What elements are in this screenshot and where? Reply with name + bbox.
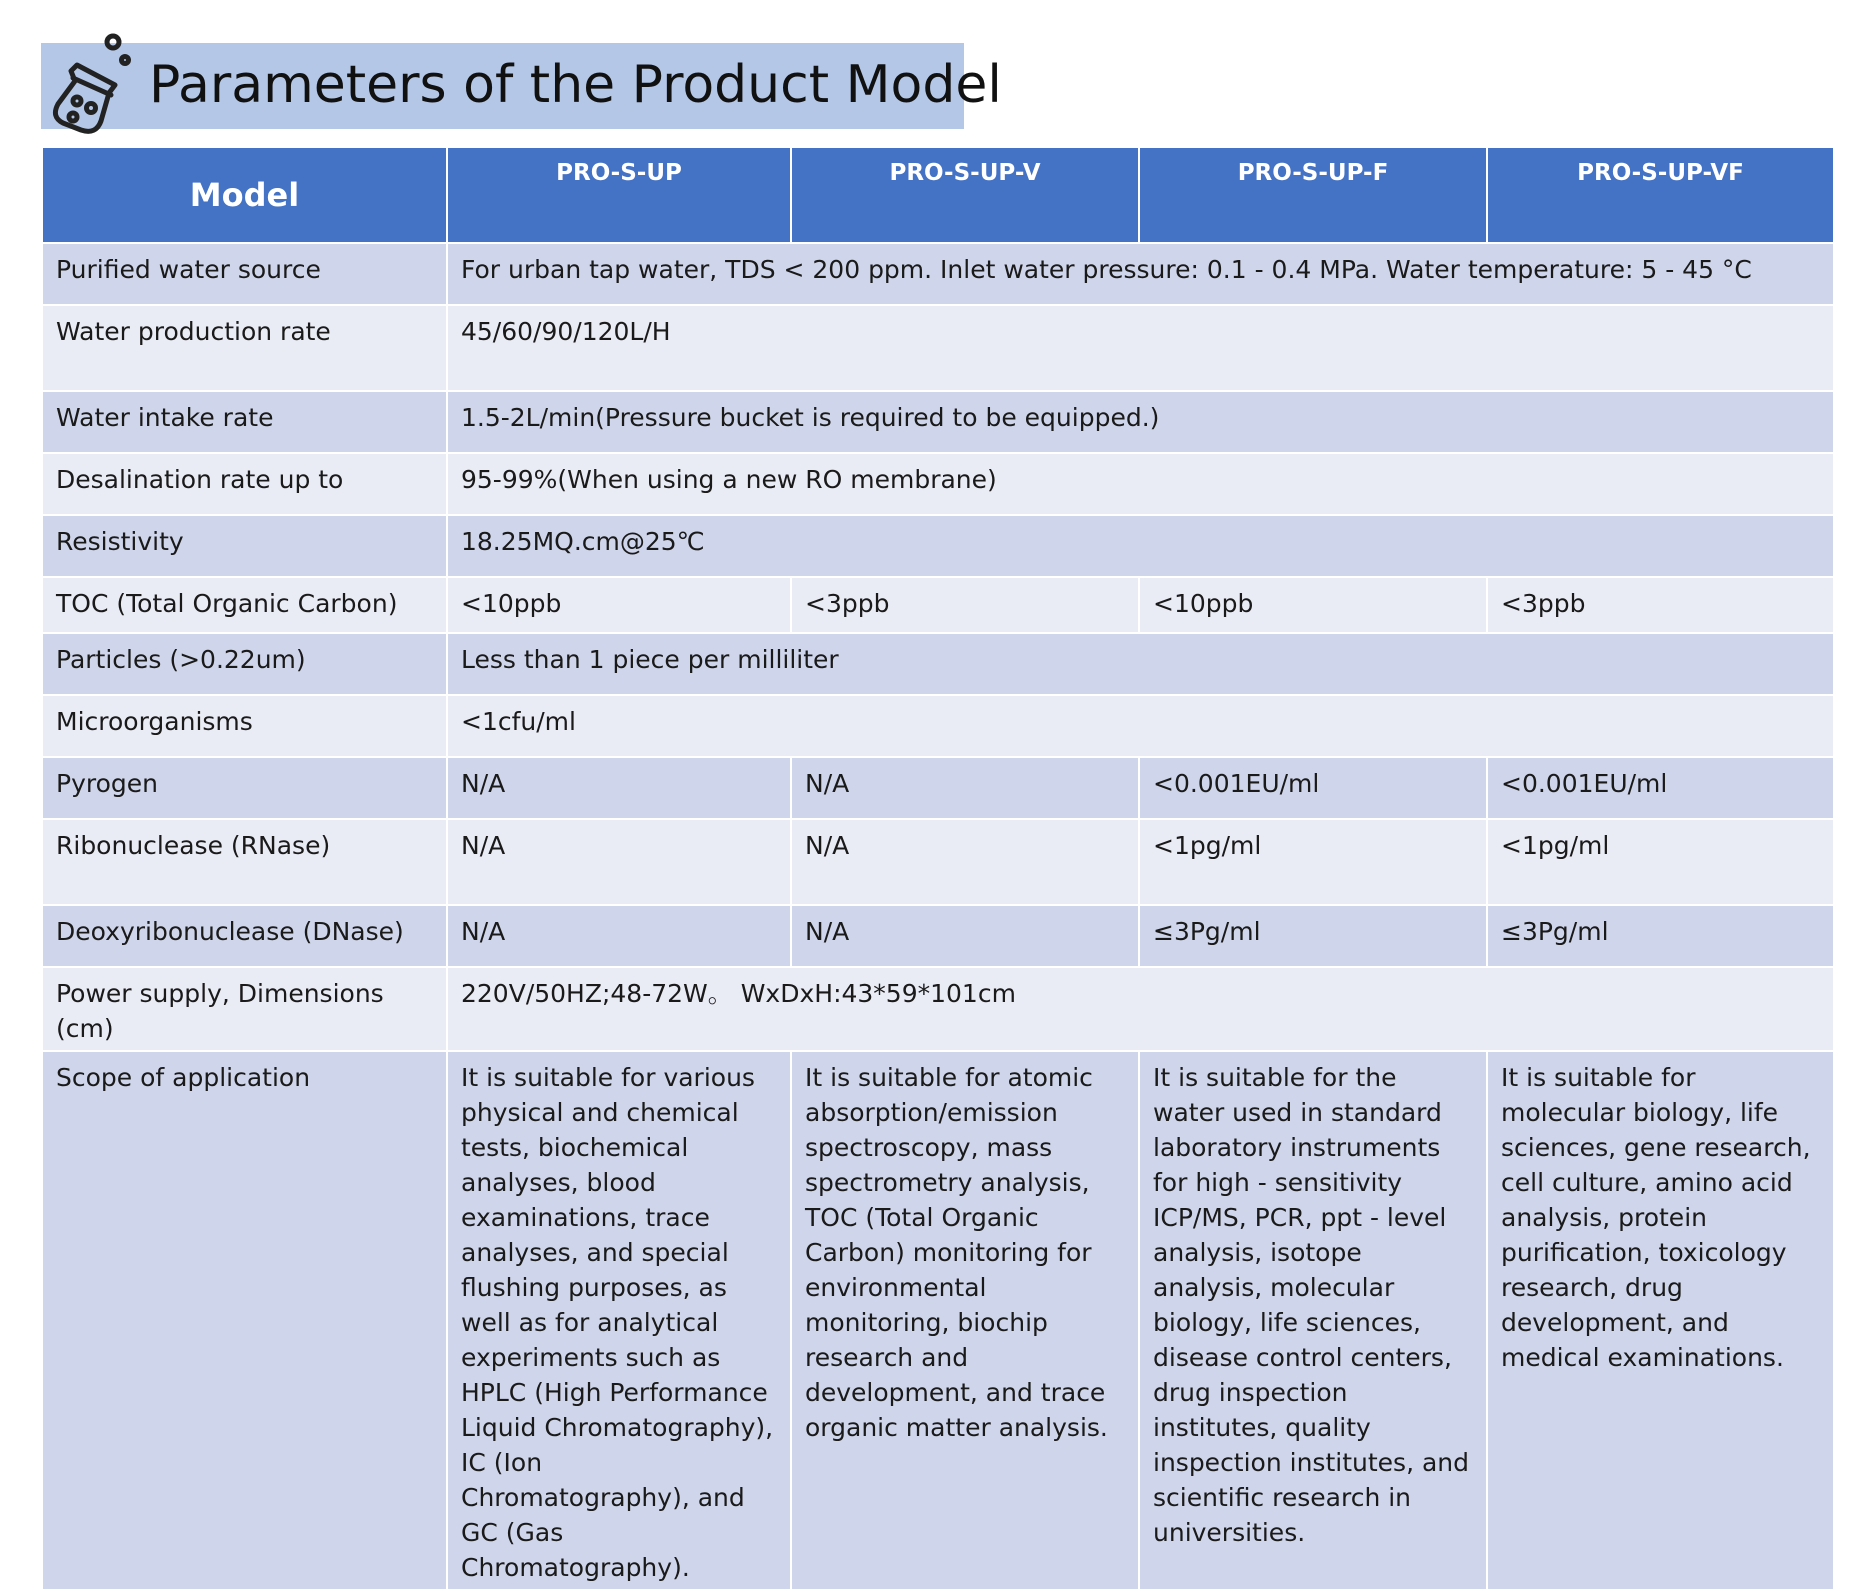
table-row <box>42 819 1834 905</box>
table-row <box>42 515 1834 577</box>
row-value: N/A <box>791 905 1139 967</box>
header-product: PRO-S-UP-VF <box>1487 148 1834 243</box>
table-row <box>42 305 1834 391</box>
table-row <box>42 453 1834 515</box>
row-value: For urban tap water, TDS < 200 ppm. Inlet water pressure: 0.1 - 0.4 MPa. Water temperature: 5 - 45 °C <box>447 243 1834 305</box>
row-value: Less than 1 piece per milliliter <box>447 633 1834 695</box>
row-label: Scope of application <box>42 1051 447 1590</box>
header-product: PRO-S-UP <box>447 148 791 243</box>
row-value: N/A <box>447 819 791 905</box>
row-value: 45/60/90/120L/H <box>447 305 1834 391</box>
row-value: <0.001EU/ml <box>1487 757 1834 819</box>
row-value: <1pg/ml <box>1139 819 1487 905</box>
page-title: Parameters of the Product Model <box>149 55 1002 115</box>
row-label: TOC (Total Organic Carbon) <box>42 577 447 633</box>
row-label: Desalination rate up to <box>42 453 447 515</box>
table-row <box>42 243 1834 305</box>
table-row <box>42 695 1834 757</box>
row-value: It is suitable for various physical and chemical tests, biochemical analyses, blood examinations, trace analyses, and special flushing purposes, as well as for analytical experiments such as HPLC (High Performance Liquid Chromatography), IC (Ion Chromatography), and GC (Gas Chromatography). <box>447 1051 791 1590</box>
row-value: N/A <box>447 905 791 967</box>
row-value: N/A <box>791 757 1139 819</box>
row-value: It is suitable for atomic absorption/emission spectroscopy, mass spectrometry analysis, TOC (Total Organic Carbon) monitoring for environmental monitoring, biochip research and development, and trace organic matter analysis. <box>791 1051 1139 1590</box>
row-label: Water intake rate <box>42 391 447 453</box>
spec-table <box>41 148 1835 1591</box>
table-row <box>42 633 1834 695</box>
row-value: 95-99%(When using a new RO membrane) <box>447 453 1834 515</box>
table-header-row <box>42 148 1834 243</box>
row-value: <1cfu/ml <box>447 695 1834 757</box>
row-value: 1.5-2L/min(Pressure bucket is required to be equipped.) <box>447 391 1834 453</box>
row-label: Microorganisms <box>42 695 447 757</box>
table-row <box>42 391 1834 453</box>
row-value: <0.001EU/ml <box>1139 757 1487 819</box>
row-value: 18.25MQ.cm@25℃ <box>447 515 1834 577</box>
row-value: It is suitable for the water used in standard laboratory instruments for high - sensitivity ICP/MS, PCR, ppt - level analysis, isotope analysis, molecular biology, life sciences, disease control centers, drug inspection institutes, quality inspection institutes, and scientific research in universities. <box>1139 1051 1487 1590</box>
row-label: Power supply, Dimensions (cm) <box>42 967 447 1051</box>
header-model: Model <box>42 148 447 243</box>
row-value: 220V/50HZ;48-72W。 WxDxH:43*59*101cm <box>447 967 1834 1051</box>
title-bar <box>41 43 1002 129</box>
row-value: <10ppb <box>1139 577 1487 633</box>
row-label: Particles (>0.22um) <box>42 633 447 695</box>
table-row <box>42 1051 1834 1590</box>
table-row <box>42 577 1834 633</box>
table-row <box>42 967 1834 1051</box>
row-value: N/A <box>791 819 1139 905</box>
row-value: <10ppb <box>447 577 791 633</box>
header-product: PRO-S-UP-F <box>1139 148 1487 243</box>
row-value: <3ppb <box>1487 577 1834 633</box>
row-label: Ribonuclease (RNase) <box>42 819 447 905</box>
table-row <box>42 905 1834 967</box>
row-value: ≤3Pg/ml <box>1487 905 1834 967</box>
header-product: PRO-S-UP-V <box>791 148 1139 243</box>
flask-icon <box>49 29 139 139</box>
table-row <box>42 757 1834 819</box>
row-label: Resistivity <box>42 515 447 577</box>
row-label: Water production rate <box>42 305 447 391</box>
row-value: <1pg/ml <box>1487 819 1834 905</box>
row-value: It is suitable for molecular biology, life sciences, gene research, cell culture, amino acid analysis, protein purification, toxicology research, drug development, and medical examinations. <box>1487 1051 1834 1590</box>
row-label: Purified water source <box>42 243 447 305</box>
row-value: <3ppb <box>791 577 1139 633</box>
row-label: Deoxyribonuclease (DNase) <box>42 905 447 967</box>
row-value: N/A <box>447 757 791 819</box>
row-value: ≤3Pg/ml <box>1139 905 1487 967</box>
row-label: Pyrogen <box>42 757 447 819</box>
